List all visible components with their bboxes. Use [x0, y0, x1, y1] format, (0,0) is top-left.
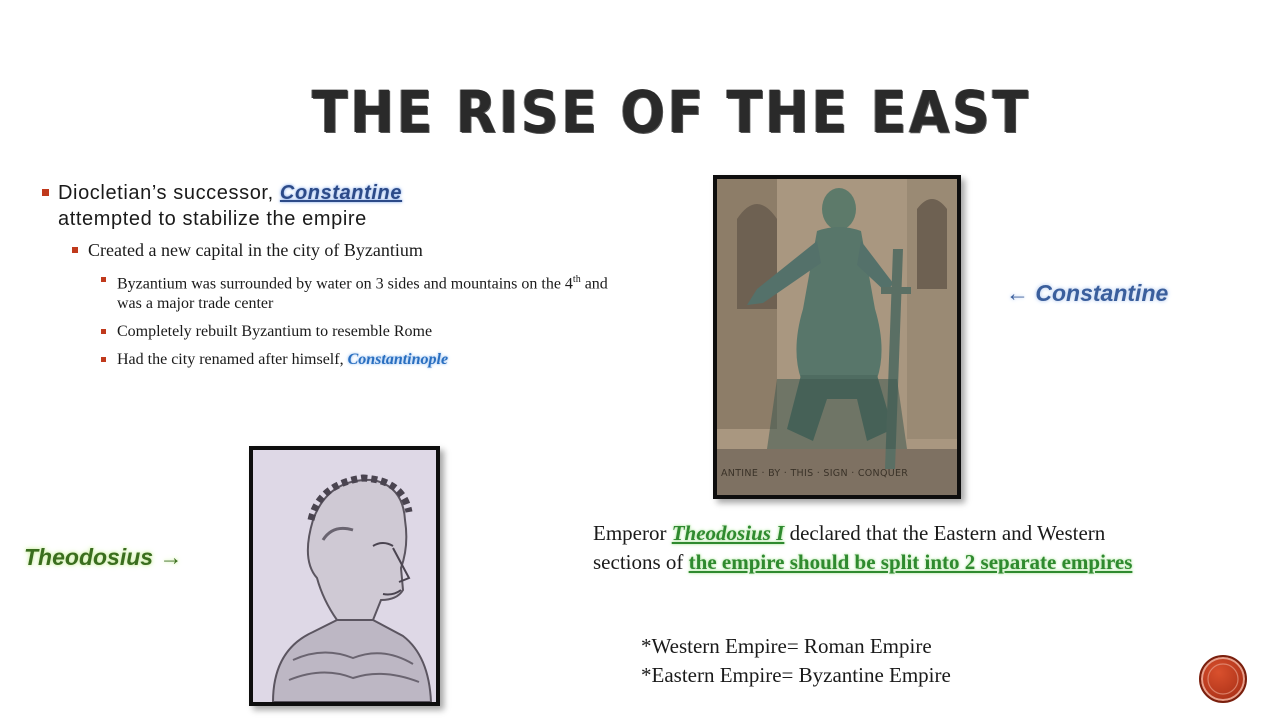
paragraph-text: Emperor	[593, 521, 667, 545]
bullet-text: Completely rebuilt Byzantium to resemble Rome	[117, 323, 433, 341]
bullet-level-3	[40, 270, 620, 314]
bullet-level-2	[40, 238, 620, 262]
bullet-square-icon	[101, 329, 106, 334]
western-empire-line: *Western Empire= Roman Empire	[641, 634, 932, 658]
bullet-text: Created a new capital in the city of Byzantium	[88, 240, 423, 260]
bullet-text: Diocletian’s successor,	[58, 182, 274, 204]
statue-illustration	[717, 179, 957, 495]
bullet-level-3	[40, 322, 620, 342]
portrait-illustration	[253, 450, 436, 702]
bullet-level-3	[40, 350, 620, 370]
paragraph-text: declared that the Eastern and Western sections of	[593, 521, 1106, 574]
empire-list	[641, 632, 951, 690]
constantinople-highlight: Constantinople	[347, 351, 449, 369]
split-empire-highlight: the empire should be split into 2 separate empires	[688, 550, 1133, 574]
superscript: th	[572, 274, 581, 285]
circle-icon	[1201, 657, 1245, 701]
bullet-text: attempted to stabilize the empire	[58, 208, 367, 230]
bullet-square-icon	[101, 357, 106, 362]
slide-title: THE RISE OF THE EAST	[312, 78, 1031, 146]
constantine-statue-image	[713, 175, 961, 499]
bullet-text: Had the city renamed after himself,	[117, 351, 344, 369]
bullet-list	[40, 180, 620, 370]
theodosius-label: Theodosius →	[24, 544, 183, 570]
next-slide-button[interactable]	[1199, 655, 1247, 703]
theodosius-highlight: Theodosius I	[671, 521, 785, 545]
constantine-highlight: Constantine	[279, 182, 403, 204]
constantine-label: ← Constantine	[1006, 280, 1169, 306]
eastern-empire-line: *Eastern Empire= Byzantine Empire	[641, 663, 951, 687]
statue-inscription: ANTINE · BY · THIS · SIGN · CONQUER	[721, 468, 909, 479]
theodosius-portrait-image	[249, 446, 440, 706]
bullet-square-icon	[101, 277, 106, 282]
bullet-text: Byzantium was surrounded by water on 3 sides and mountains on the 4	[117, 275, 573, 293]
bullet-text: and was a major trade center	[117, 275, 608, 313]
bullet-level-1	[40, 180, 620, 232]
theodosius-paragraph	[593, 519, 1153, 577]
bullet-square-icon	[72, 247, 78, 253]
bullet-square-icon	[42, 189, 49, 196]
